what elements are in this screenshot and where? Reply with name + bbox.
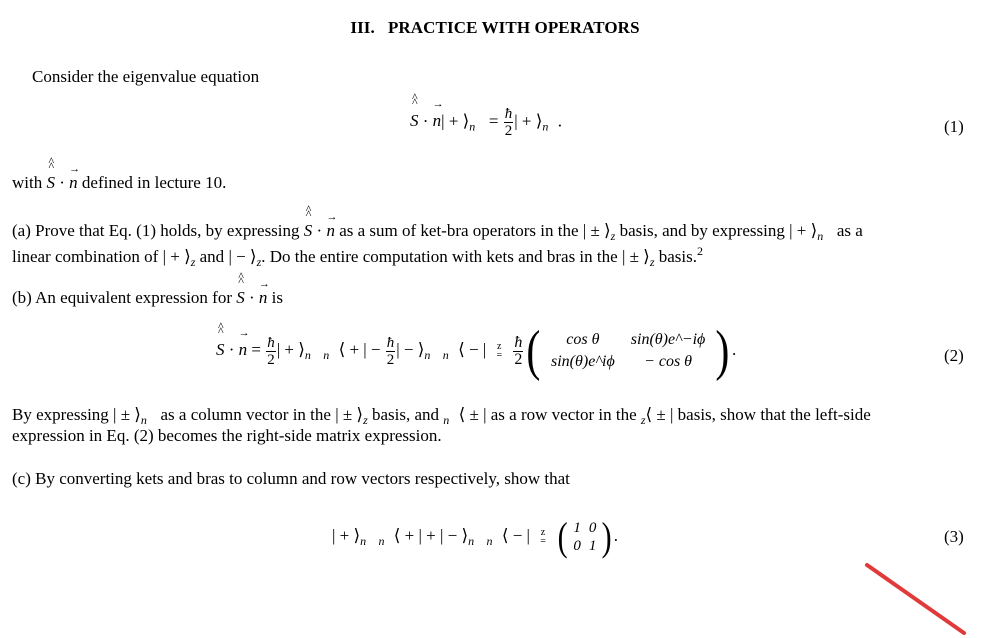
section-number: III. [350, 18, 375, 37]
part-a-text-7: . Do the entire computation with kets and bras in the [261, 247, 618, 266]
equation-2-number: (2) [944, 346, 964, 365]
with-text-post: defined in lecture 10. [81, 173, 227, 192]
intro-text: Consider the eigenvalue equation [32, 67, 260, 86]
footnote-marker: 2 [696, 244, 703, 258]
part-a-text-4: as a [836, 221, 863, 240]
part-b-follow-line-2: expression in Eq. (2) becomes the right-side matrix expression. [12, 426, 442, 445]
equation-1: ^ S ^ · → $n| + ⟩_{n⃗}$ = $\frac{ħ}{2}$ | + $⟩_{n⃗}$. [410, 106, 562, 139]
part-b-text-1: (b) An equivalent expression for [12, 288, 232, 307]
with-text: with ^ S ^ · → n defined in lecture 10. [12, 172, 226, 193]
part-a-line-1: (a) Prove that Eq. (1) holds, by expressing ^ S ^ · → n as a sum of ket-bra operators in the | ± $⟩_z$ basis, and by expressing | + $⟩_{n⃗}$ as a [12, 220, 863, 247]
matrix-2-cell: cos θ [566, 331, 600, 348]
equation-3-number: (3) [944, 527, 964, 546]
red-annotation-stroke [864, 562, 968, 636]
part-a-text-2: as a sum of ket-bra operators in the [339, 221, 579, 240]
part-a-text-5: linear combination of [12, 247, 159, 266]
matrix-3-cell: 0 [588, 520, 597, 536]
matrix-2-cell: sin(θ)e^−iϕ [630, 331, 706, 348]
part-a-text-6: and [199, 247, 225, 266]
part-b-text-6: as a row vector in the [490, 405, 637, 424]
matrix-3-cell: 1 [573, 520, 581, 536]
part-a-text-1: (a) Prove that Eq. (1) holds, by expressing [12, 221, 300, 240]
part-b-text-7: basis, show that the left-side [677, 405, 871, 424]
matrix-2 [543, 329, 713, 373]
matrix-2-cell: − cos θ [644, 353, 693, 370]
part-a-text-3: basis, and by expressing [619, 221, 785, 240]
matrix-3-cell: 0 [573, 538, 581, 554]
part-b-follow-line-1: By expressing | ± $⟩_{n⃗}$ as a column vector in the | ± $⟩_z$ basis, and $_{n⃗}$⟨ ± | as a row vector in the $_z$⟨ ± | basis, show that the left-side [12, 405, 871, 427]
part-b-text-3: By expressing [12, 405, 109, 424]
part-b-intro: (b) An equivalent expression for ^ S ^ · → n is [12, 287, 283, 308]
matrix-3-cell: 1 [588, 538, 597, 554]
part-c-intro: (c) By converting kets and bras to column and row vectors respectively, show that [12, 469, 570, 488]
section-title [0, 18, 990, 38]
part-b-text-5: basis, and [371, 405, 440, 424]
part-b-text-2: is [271, 288, 284, 307]
section-title-text: PRACTICE WITH OPERATORS [387, 18, 640, 37]
part-b-text-4: as a column vector in the [160, 405, 331, 424]
matrix-3 [569, 519, 600, 555]
matrix-2-cell: sin(θ)e^iϕ [551, 353, 615, 370]
part-a-line-2: linear combination of | + $⟩_z$ and | − $⟩_z$. Do the entire computation with kets and bras in the | ± $⟩_z$ basis.$^2$ [12, 244, 703, 269]
equation-1-number: (1) [944, 117, 964, 136]
with-text-pre: with [12, 173, 43, 192]
equation-3: | + $⟩_{n⃗ n⃗}⟨$ + | + | − $⟩_{n⃗ n⃗}⟨$ − | z = ( 1 0 0 1 ). [332, 514, 618, 559]
equation-2: ^ S ^ · → n = $\frac{ħ}{2}$ | + $⟩_{n⃗ n⃗}⟨$ + | − $\frac{ħ}{2}$ | − $⟩_{n⃗ n⃗}⟨$ − | z = $\frac{ħ}{2}$ ( cos θ sin(θ)e^−iϕ sin(θ)e^iϕ − cos θ ) . [216, 323, 736, 379]
part-a-text-8: basis. [658, 247, 697, 266]
